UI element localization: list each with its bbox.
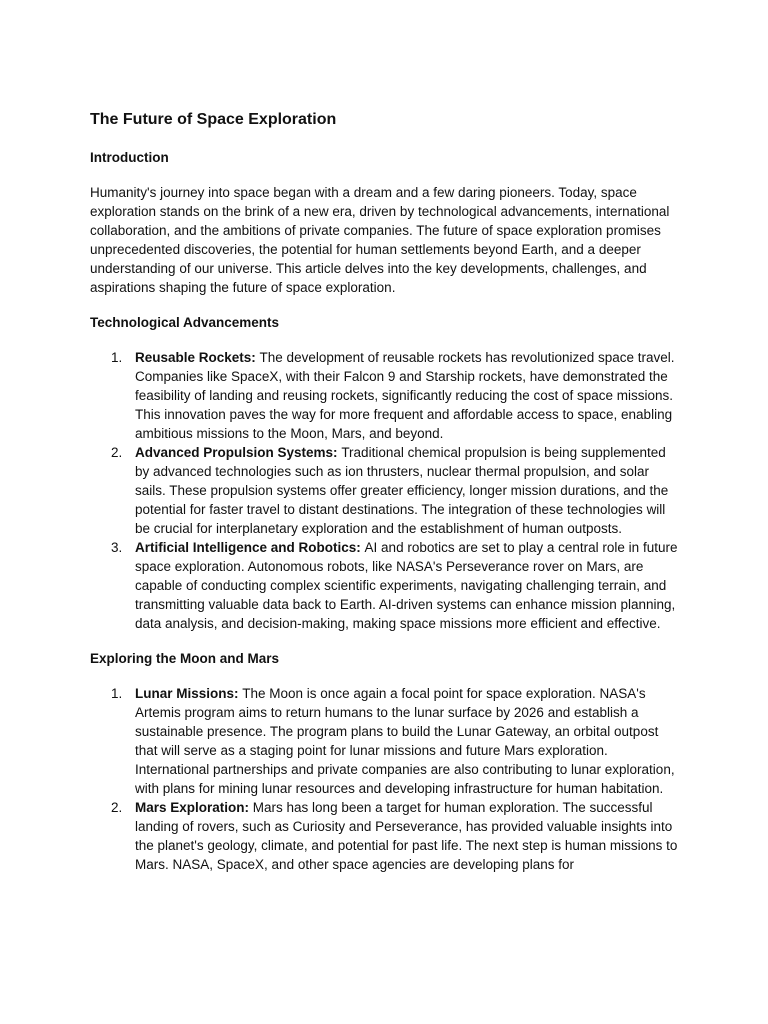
technological-advancements-list bbox=[90, 348, 680, 633]
list-item-lead: Lunar Missions: bbox=[135, 686, 243, 701]
list-item-text: Mars has long been a target for human exploration. The successful landing of rovers, such as Curiosity and Perseverance, has provided valuable insights into the planet's geology, climate, and potential for past life. The next step is human missions to Mars. NASA, SpaceX, and other space agencies are developing plans for bbox=[135, 800, 678, 872]
list-item-number: 2. bbox=[111, 800, 123, 815]
list-item bbox=[90, 348, 680, 443]
document-title: The Future of Space Exploration bbox=[90, 111, 337, 128]
list-item-lead: Advanced Propulsion Systems: bbox=[135, 445, 342, 460]
list-item-text: Traditional chemical propulsion is being supplemented by advanced technologies such as ion thrusters, nuclear thermal propulsion, and solar sails. These propulsion systems offer greater efficiency, longer mission durations, and the potential for faster travel to distant destinations. The integration of these technologies will be crucial for interplanetary exploration and the establishment of human outposts. bbox=[135, 445, 669, 536]
list-item-text: The Moon is once again a focal point for space exploration. NASA's Artemis program aims to return humans to the lunar surface by 2026 and establish a sustainable presence. The program plans to build the Lunar Gateway, an orbital outpost that will serve as a staging point for lunar missions and future Mars exploration. International partnerships and private companies are also contributing to lunar exploration, with plans for mining lunar resources and developing infrastructure for human habitation. bbox=[135, 686, 675, 796]
section-heading-introduction: Introduction bbox=[90, 150, 169, 165]
list-item-lead: Artificial Intelligence and Robotics: bbox=[135, 540, 365, 555]
list-item bbox=[90, 798, 680, 874]
list-item-text: AI and robotics are set to play a central role in future space exploration. Autonomous robots, like NASA's Perseverance rover on Mars, are capable of conducting complex scientific experiments, navigating challenging terrain, and transmitting valuable data back to Earth. AI-driven systems can enhance mission planning, data analysis, and decision-making, making space missions more efficient and effective. bbox=[135, 540, 678, 631]
list-item bbox=[90, 443, 680, 538]
moon-and-mars-list bbox=[90, 684, 680, 874]
list-item-lead: Reusable Rockets: bbox=[135, 350, 260, 365]
list-item-number: 1. bbox=[111, 350, 123, 365]
section-heading-technological-advancements: Technological Advancements bbox=[90, 315, 280, 330]
list-item-number: 1. bbox=[111, 686, 123, 701]
list-item-text: The development of reusable rockets has revolutionized space travel. Companies like SpaceX, with their Falcon 9 and Starship rockets, have demonstrated the feasibility of landing and reusing rockets, significantly reducing the cost of space missions. This innovation paves the way for more frequent and affordable access to space, enabling ambitious missions to the Moon, Mars, and beyond. bbox=[135, 350, 675, 441]
list-item-number: 2. bbox=[111, 445, 123, 460]
document-body bbox=[90, 108, 680, 890]
introduction-paragraph: Humanity's journey into space began with a dream and a few daring pioneers. Today, space exploration stands on the brink of a new era, driven by technological advancements, international collaboration, and the ambitions of private companies. The future of space exploration promises unprecedented discoveries, the potential for human settlements beyond Earth, and a deeper understanding of our universe. This article delves into the key developments, challenges, and aspirations shaping the future of space exploration. bbox=[90, 185, 670, 295]
section-heading-moon-and-mars: Exploring the Moon and Mars bbox=[90, 651, 280, 666]
list-item-number: 3. bbox=[111, 540, 123, 555]
list-item-lead: Mars Exploration: bbox=[135, 800, 253, 815]
list-item bbox=[90, 684, 680, 798]
list-item bbox=[90, 538, 680, 633]
